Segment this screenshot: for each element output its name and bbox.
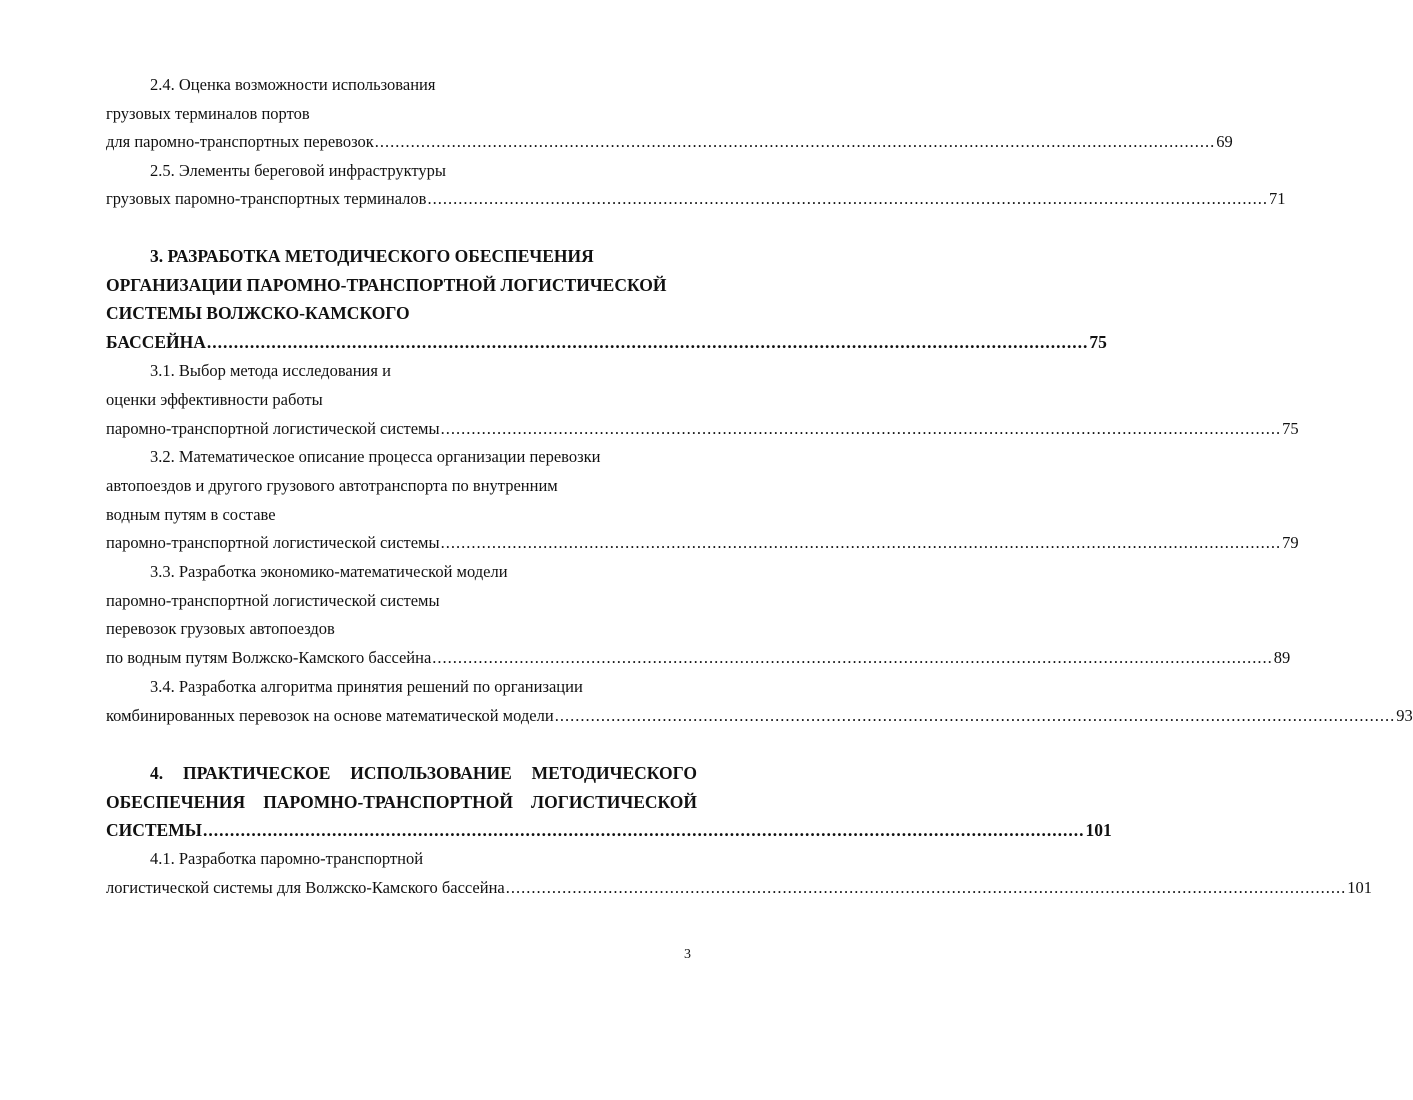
toc-3-1-page: 75: [1282, 419, 1299, 438]
leader-dots: ....................................................................................................................................................................: [440, 419, 1282, 438]
toc-3-3-line1: 3.3. Разработка экономико-математической модели: [150, 562, 508, 581]
toc-2-5-line2: грузовых паромно-транспортных терминалов: [106, 189, 427, 208]
leader-dots: ....................................................................................................................................................................: [202, 820, 1085, 840]
leader-dots: ....................................................................................................................................................................: [440, 533, 1282, 552]
toc-3-4-line1: 3.4. Разработка алгоритма принятия решений по организации: [150, 677, 583, 696]
toc-ch4-word: ЛОГИСТИЧЕСКОЙ: [531, 792, 697, 812]
toc-3-2-line1: 3.2. Математическое описание процесса организации перевозки: [150, 447, 601, 466]
toc-4-1-entry[interactable]: [106, 878, 1372, 898]
leader-dots: ....................................................................................................................................................................: [206, 332, 1089, 352]
toc-ch4-line1: [106, 763, 697, 783]
toc-4-1-page: 101: [1347, 878, 1372, 897]
toc-4-1-line1: 4.1. Разработка паромно-транспортной: [150, 849, 424, 868]
toc-3-2-page: 79: [1282, 533, 1299, 552]
toc-3-3-line3: перевозок грузовых автопоездов: [106, 619, 335, 638]
toc-ch3-line3: СИСТЕМЫ ВОЛЖСКО-КАМСКОГО: [106, 303, 410, 323]
leader-dots: ....................................................................................................................................................................: [427, 189, 1268, 208]
leader-dots: ....................................................................................................................................................................: [554, 706, 1396, 725]
toc-3-4-entry[interactable]: [106, 706, 1413, 726]
toc-2-4-entry[interactable]: [106, 132, 1233, 152]
toc-ch4-line3: СИСТЕМЫ: [106, 820, 202, 840]
toc-3-4-line2: комбинированных перевозок на основе математической модели: [106, 706, 554, 725]
toc-ch3-line4: БАССЕЙНА: [106, 332, 206, 352]
toc-3-3-line4: по водным путям Волжско-Камского бассейна: [106, 648, 432, 667]
toc-ch4-word: ИСПОЛЬЗОВАНИЕ: [350, 763, 512, 783]
toc-ch4-page: 101: [1085, 820, 1112, 840]
toc-3-1-entry[interactable]: [106, 419, 1299, 439]
toc-3-1-line2: оценки эффективности работы: [106, 390, 323, 409]
toc-ch3-entry[interactable]: [106, 332, 1107, 352]
leader-dots: ....................................................................................................................................................................: [374, 132, 1216, 151]
toc-3-1-line3: паромно-транспортной логистической системы: [106, 419, 440, 438]
toc-3-4-page: 93: [1396, 706, 1413, 725]
toc-2-4-line1: 2.4. Оценка возможности использования: [150, 75, 436, 94]
toc-2-5-page: 71: [1268, 189, 1286, 208]
toc-3-2-line3: водным путям в составе: [106, 505, 276, 524]
toc-2-4-line2: грузовых терминалов портов: [106, 104, 310, 123]
toc-2-4-line3: для паромно-транспортных перевозок: [106, 132, 374, 151]
toc-2-5-entry[interactable]: [106, 189, 1286, 209]
toc-3-3-entry[interactable]: [106, 648, 1291, 668]
toc-ch4-word: МЕТОДИЧЕСКОГО: [531, 763, 697, 783]
toc-3-2-line4: паромно-транспортной логистической системы: [106, 533, 440, 552]
toc-ch4-word: ПАРОМНО-ТРАНСПОРТНОЙ: [263, 792, 513, 812]
toc-ch4-word: ПРАКТИЧЕСКОЕ: [183, 763, 331, 783]
toc-ch4-word: 4.: [150, 763, 164, 783]
toc-2-5-line1: 2.5. Элементы береговой инфраструктуры: [150, 161, 447, 180]
toc-3-1-line1: 3.1. Выбор метода исследования и: [150, 361, 391, 380]
toc-2-4-page: 69: [1216, 132, 1233, 151]
toc-3-2-line2: автопоездов и другого грузового автотранспорта по внутренним: [106, 476, 558, 495]
toc-ch3-page: 75: [1089, 332, 1107, 352]
toc-3-2-entry[interactable]: [106, 533, 1299, 553]
toc-ch4-word: ОБЕСПЕЧЕНИЯ: [106, 792, 246, 812]
leader-dots: ....................................................................................................................................................................: [505, 878, 1347, 897]
toc-ch4-entry[interactable]: [106, 820, 1112, 840]
page-number: 3: [684, 947, 691, 962]
toc-ch3-line1: 3. РАЗРАБОТКА МЕТОДИЧЕСКОГО ОБЕСПЕЧЕНИЯ: [150, 246, 594, 266]
toc-3-3-page: 89: [1273, 648, 1291, 667]
toc-ch3-line2: ОРГАНИЗАЦИИ ПАРОМНО-ТРАНСПОРТНОЙ ЛОГИСТИЧЕСКОЙ: [106, 275, 667, 295]
leader-dots: ....................................................................................................................................................................: [432, 648, 1273, 667]
toc-ch4-line2: [106, 792, 697, 812]
toc-4-1-line2: логистической системы для Волжско-Камского бассейна: [106, 878, 505, 897]
toc-3-3-line2: паромно-транспортной логистической системы: [106, 591, 440, 610]
